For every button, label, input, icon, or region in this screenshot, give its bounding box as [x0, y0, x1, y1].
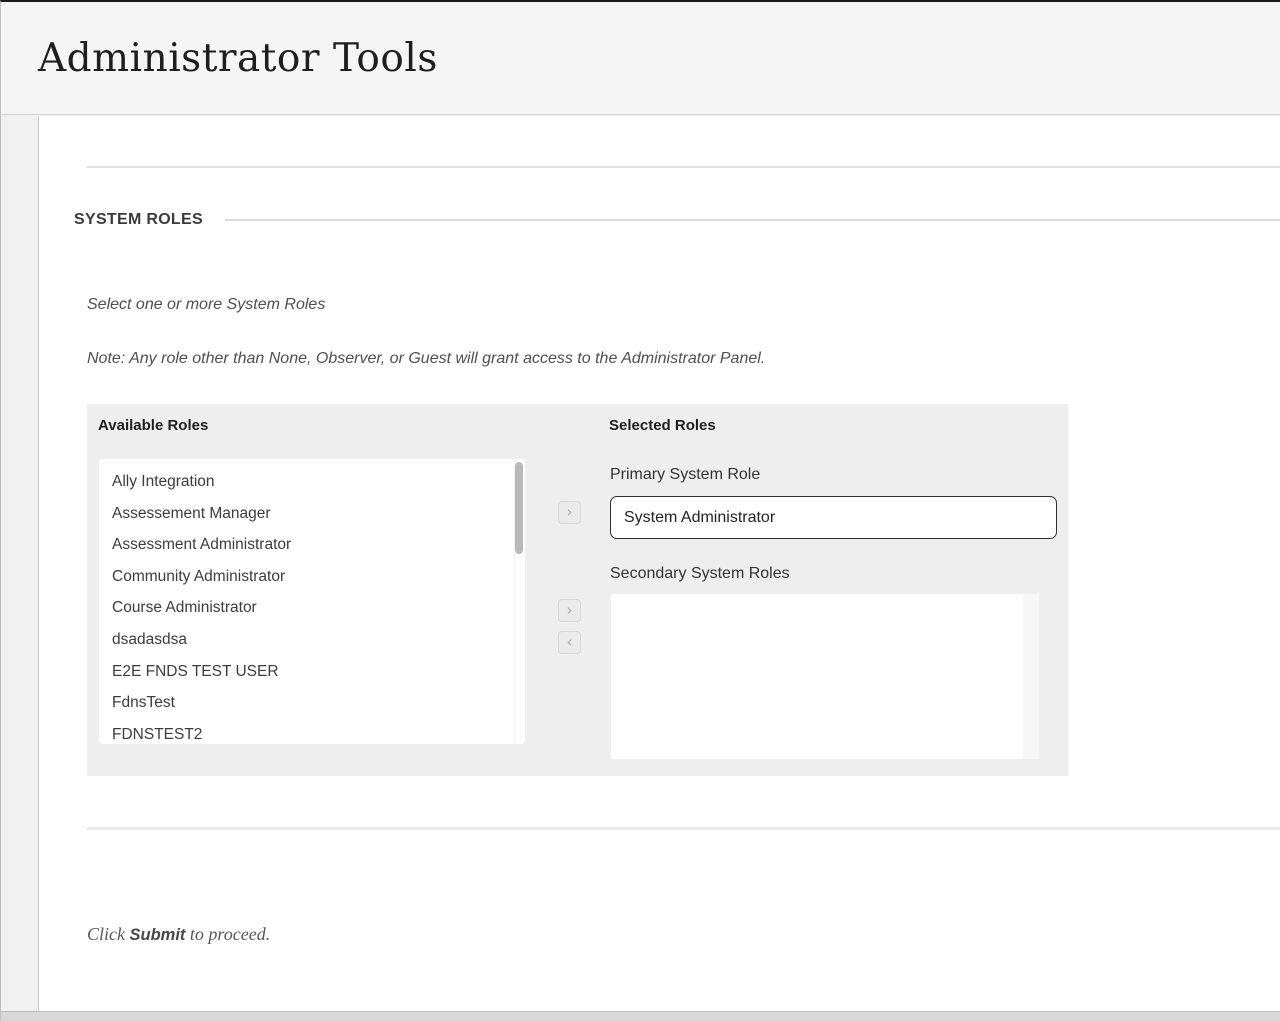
secondary-scrollbar-track[interactable]	[1023, 594, 1039, 759]
listbox-scrollbar-thumb[interactable]	[515, 462, 523, 554]
bottom-divider	[87, 827, 1280, 830]
content-panel	[38, 116, 1280, 1012]
submit-instruction	[87, 924, 270, 945]
remove-from-secondary-button[interactable]	[558, 631, 581, 654]
primary-system-role-field[interactable]	[610, 496, 1057, 539]
role-option[interactable]: Assessement Manager	[112, 504, 271, 522]
role-option[interactable]: Assessment Administrator	[112, 536, 292, 554]
listbox-scrollbar-track[interactable]	[514, 460, 524, 743]
top-divider	[87, 166, 1280, 168]
role-option[interactable]: E2E FNDS TEST USER	[112, 662, 279, 680]
chevron-right-icon: ›	[566, 503, 573, 521]
role-option[interactable]: dsadasdsa	[112, 630, 187, 648]
chevron-right-icon: ›	[566, 601, 573, 619]
secondary-system-roles-label: Secondary System Roles	[610, 565, 790, 582]
move-to-secondary-button[interactable]	[558, 599, 581, 622]
role-option[interactable]: Ally Integration	[112, 473, 215, 490]
window-bottom-edge	[1, 1011, 1280, 1021]
note-text: Note: Any role other than None, Observer, or Guest will grant access to the Administrator Panel.	[87, 350, 766, 367]
submit-instruction-prefix: Click	[87, 924, 130, 944]
selected-roles-label: Selected Roles	[609, 417, 716, 434]
heading-rule	[225, 219, 1280, 221]
roles-panel	[87, 404, 1068, 776]
role-option[interactable]: Course Administrator	[112, 599, 257, 617]
role-option[interactable]: FDNSTEST2	[112, 725, 203, 743]
page-header	[1, 2, 1280, 115]
role-option[interactable]: Community Administrator	[112, 567, 286, 585]
secondary-system-roles-listbox[interactable]	[611, 594, 1039, 759]
instruction-text: Select one or more System Roles	[87, 296, 326, 313]
system-roles-heading: SYSTEM ROLES	[74, 211, 203, 228]
page-title: Administrator Tools	[38, 35, 438, 81]
available-roles-listbox[interactable]	[99, 459, 525, 744]
available-roles-label: Available Roles	[98, 417, 209, 434]
submit-instruction-suffix: to proceed.	[185, 924, 271, 944]
primary-system-role-label: Primary System Role	[610, 466, 761, 483]
section-head	[74, 209, 1280, 231]
available-roles-list	[99, 459, 525, 744]
submit-word: Submit	[129, 926, 186, 944]
role-option[interactable]: FdnsTest	[112, 694, 175, 712]
chevron-left-icon: ‹	[566, 633, 573, 651]
primary-system-role-value: System Administrator	[624, 508, 776, 526]
move-to-primary-button[interactable]	[558, 501, 581, 524]
